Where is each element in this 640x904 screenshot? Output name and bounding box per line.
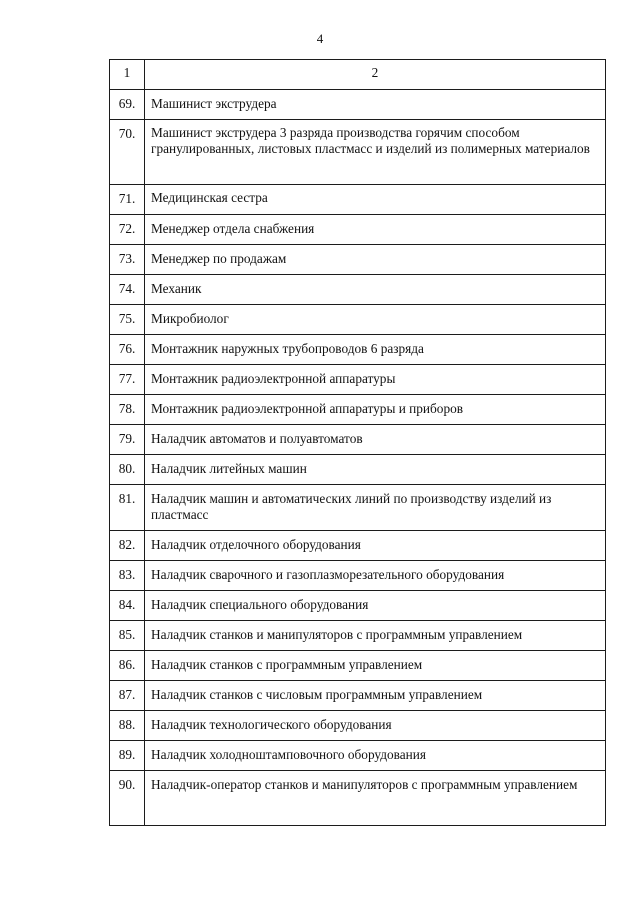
profession-name: Наладчик сварочного и газоплазморезательного оборудования <box>145 561 606 591</box>
table-row <box>110 621 606 651</box>
profession-name: Монтажник радиоэлектронной аппаратуры и приборов <box>145 395 606 425</box>
profession-name: Наладчик машин и автоматических линий по производству изделий из пластмасс <box>145 485 606 531</box>
profession-name: Машинист экструдера 3 разряда производства горячим способом гранулированных, листовых пластмасс и изделий из полимерных материалов <box>145 120 606 185</box>
row-number: 89. <box>110 741 145 771</box>
row-number: 87. <box>110 681 145 711</box>
row-number: 83. <box>110 561 145 591</box>
row-number: 75. <box>110 305 145 335</box>
row-number: 78. <box>110 395 145 425</box>
table-row <box>110 771 606 826</box>
table-row <box>110 120 606 185</box>
table-row <box>110 485 606 531</box>
table-row <box>110 651 606 681</box>
table-row <box>110 245 606 275</box>
column-header-number: 1 <box>110 60 145 90</box>
profession-name: Наладчик станков с программным управлением <box>145 651 606 681</box>
profession-name: Микробиолог <box>145 305 606 335</box>
profession-name: Наладчик станков и манипуляторов с программным управлением <box>145 621 606 651</box>
profession-name: Монтажник радиоэлектронной аппаратуры <box>145 365 606 395</box>
table-header-row <box>110 60 606 90</box>
table-row <box>110 335 606 365</box>
profession-name: Медицинская сестра <box>145 185 606 215</box>
row-number: 79. <box>110 425 145 455</box>
profession-table <box>109 59 606 826</box>
table-row <box>110 425 606 455</box>
row-number: 74. <box>110 275 145 305</box>
row-number: 81. <box>110 485 145 531</box>
table-row <box>110 395 606 425</box>
row-number: 73. <box>110 245 145 275</box>
profession-name: Механик <box>145 275 606 305</box>
profession-name: Наладчик холодноштамповочного оборудования <box>145 741 606 771</box>
row-number: 80. <box>110 455 145 485</box>
table-row <box>110 90 606 120</box>
table-row <box>110 275 606 305</box>
page-number: 4 <box>316 31 324 46</box>
row-number: 84. <box>110 591 145 621</box>
profession-name: Наладчик-оператор станков и манипуляторов с программным управлением <box>145 771 606 826</box>
column-header-name: 2 <box>145 60 606 90</box>
table-row <box>110 561 606 591</box>
row-number: 71. <box>110 185 145 215</box>
table-row <box>110 591 606 621</box>
row-number: 72. <box>110 215 145 245</box>
row-number: 86. <box>110 651 145 681</box>
profession-name: Монтажник наружных трубопроводов 6 разряда <box>145 335 606 365</box>
row-number: 85. <box>110 621 145 651</box>
profession-name: Менеджер отдела снабжения <box>145 215 606 245</box>
profession-name: Наладчик технологического оборудования <box>145 711 606 741</box>
profession-name: Наладчик автоматов и полуавтоматов <box>145 425 606 455</box>
row-number: 76. <box>110 335 145 365</box>
table-row <box>110 365 606 395</box>
table-row <box>110 711 606 741</box>
profession-name: Наладчик специального оборудования <box>145 591 606 621</box>
table-row <box>110 681 606 711</box>
table-row <box>110 531 606 561</box>
profession-name: Наладчик станков с числовым программным управлением <box>145 681 606 711</box>
profession-name: Менеджер по продажам <box>145 245 606 275</box>
row-number: 88. <box>110 711 145 741</box>
row-number: 82. <box>110 531 145 561</box>
row-number: 70. <box>110 120 145 185</box>
table-row <box>110 741 606 771</box>
row-number: 90. <box>110 771 145 826</box>
table-row <box>110 185 606 215</box>
profession-name: Наладчик отделочного оборудования <box>145 531 606 561</box>
profession-name: Машинист экструдера <box>145 90 606 120</box>
row-number: 77. <box>110 365 145 395</box>
row-number: 69. <box>110 90 145 120</box>
profession-name: Наладчик литейных машин <box>145 455 606 485</box>
table-row <box>110 305 606 335</box>
table-row <box>110 455 606 485</box>
table-row <box>110 215 606 245</box>
